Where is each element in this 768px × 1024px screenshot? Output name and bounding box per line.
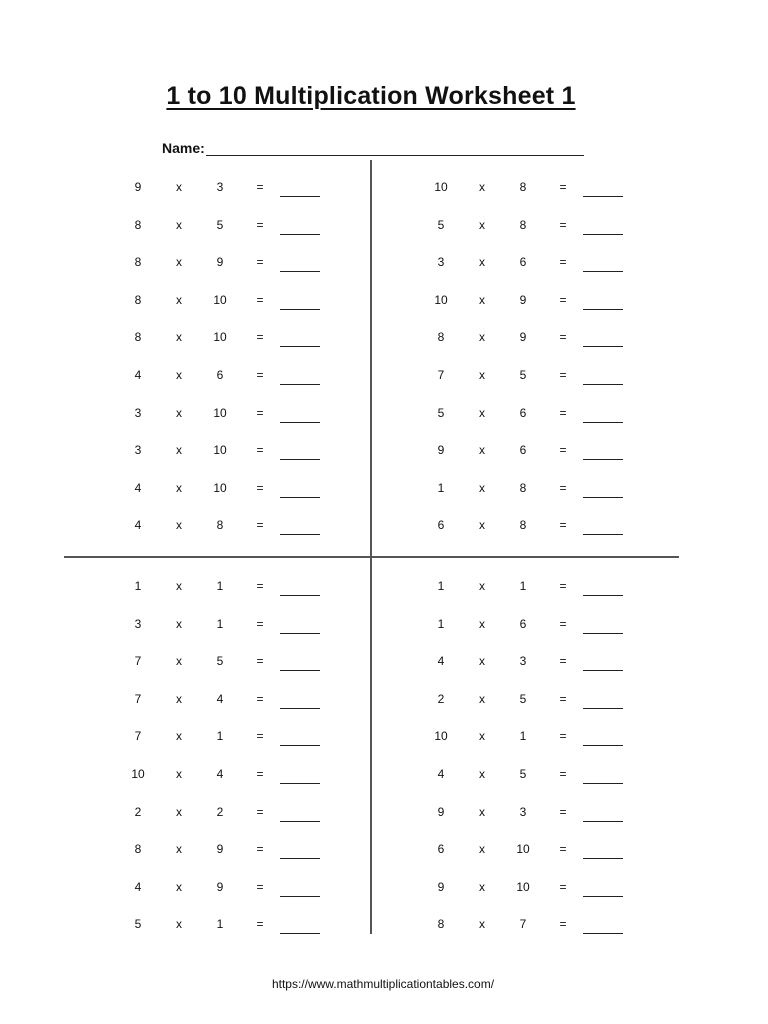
quadrant-bottom-right bbox=[421, 567, 641, 943]
problem-row bbox=[421, 506, 641, 544]
answer-blank[interactable] bbox=[583, 196, 623, 197]
factor-a: 2 bbox=[437, 691, 445, 706]
times-sign: x bbox=[479, 579, 485, 593]
equals-sign: = bbox=[559, 518, 567, 533]
answer-blank[interactable] bbox=[280, 708, 320, 709]
equals-sign: = bbox=[256, 729, 264, 744]
factor-a: 8 bbox=[437, 917, 445, 932]
vertical-divider bbox=[370, 160, 372, 934]
factor-b: 6 bbox=[519, 443, 527, 458]
problem-row bbox=[421, 905, 641, 943]
problem-row bbox=[118, 431, 338, 469]
factor-a: 8 bbox=[134, 217, 142, 232]
problem-row bbox=[118, 281, 338, 319]
equals-sign: = bbox=[559, 443, 567, 458]
times-sign: x bbox=[479, 654, 485, 669]
factor-b: 9 bbox=[519, 292, 527, 307]
answer-blank[interactable] bbox=[583, 708, 623, 709]
factor-a: 4 bbox=[134, 879, 142, 894]
equals-sign: = bbox=[559, 480, 567, 495]
quadrant-bottom-left bbox=[118, 567, 338, 943]
factor-b: 6 bbox=[519, 616, 527, 631]
answer-blank[interactable] bbox=[280, 234, 320, 235]
factor-a: 6 bbox=[437, 842, 445, 857]
equals-sign: = bbox=[256, 842, 264, 857]
times-sign: x bbox=[176, 879, 182, 894]
factor-b: 9 bbox=[216, 879, 224, 894]
problem-row bbox=[421, 567, 641, 605]
answer-blank[interactable] bbox=[280, 422, 320, 423]
problem-row bbox=[118, 318, 338, 356]
answer-blank[interactable] bbox=[583, 858, 623, 859]
times-sign: x bbox=[176, 616, 182, 631]
times-sign: x bbox=[176, 367, 182, 382]
times-sign: x bbox=[479, 518, 485, 533]
problem-row bbox=[421, 717, 641, 755]
answer-blank[interactable] bbox=[583, 633, 623, 634]
factor-b: 1 bbox=[519, 579, 527, 593]
equals-sign: = bbox=[256, 579, 264, 593]
factor-a: 1 bbox=[437, 579, 445, 593]
times-sign: x bbox=[479, 330, 485, 345]
horizontal-divider bbox=[64, 556, 679, 558]
times-sign: x bbox=[479, 842, 485, 857]
answer-blank[interactable] bbox=[280, 309, 320, 310]
equals-sign: = bbox=[559, 879, 567, 894]
factor-a: 4 bbox=[437, 766, 445, 781]
times-sign: x bbox=[479, 443, 485, 458]
problem-row bbox=[118, 755, 338, 793]
quadrant-top-right bbox=[421, 168, 641, 544]
equals-sign: = bbox=[559, 804, 567, 819]
times-sign: x bbox=[479, 367, 485, 382]
problem-row bbox=[118, 642, 338, 680]
equals-sign: = bbox=[559, 766, 567, 781]
factor-b: 8 bbox=[519, 217, 527, 232]
equals-sign: = bbox=[559, 917, 567, 932]
times-sign: x bbox=[479, 292, 485, 307]
equals-sign: = bbox=[559, 255, 567, 270]
equals-sign: = bbox=[559, 292, 567, 307]
answer-blank[interactable] bbox=[280, 745, 320, 746]
factor-a: 9 bbox=[437, 443, 445, 458]
answer-blank[interactable] bbox=[280, 821, 320, 822]
factor-b: 1 bbox=[216, 729, 224, 744]
equals-sign: = bbox=[256, 180, 264, 194]
problem-row bbox=[118, 506, 338, 544]
times-sign: x bbox=[176, 579, 182, 593]
times-sign: x bbox=[176, 729, 182, 744]
factor-b: 1 bbox=[519, 729, 527, 744]
problem-row bbox=[421, 868, 641, 906]
factor-a: 9 bbox=[437, 804, 445, 819]
times-sign: x bbox=[479, 480, 485, 495]
times-sign: x bbox=[479, 691, 485, 706]
problem-row bbox=[421, 680, 641, 718]
factor-b: 8 bbox=[216, 518, 224, 533]
answer-blank[interactable] bbox=[583, 422, 623, 423]
equals-sign: = bbox=[559, 729, 567, 744]
factor-a: 3 bbox=[134, 616, 142, 631]
factor-b: 9 bbox=[216, 842, 224, 857]
factor-b: 8 bbox=[519, 480, 527, 495]
times-sign: x bbox=[176, 292, 182, 307]
factor-a: 2 bbox=[134, 804, 142, 819]
answer-blank[interactable] bbox=[280, 384, 320, 385]
equals-sign: = bbox=[559, 405, 567, 420]
answer-blank[interactable] bbox=[583, 234, 623, 235]
factor-b: 1 bbox=[216, 579, 224, 593]
times-sign: x bbox=[176, 443, 182, 458]
problem-row bbox=[421, 243, 641, 281]
answer-blank[interactable] bbox=[583, 670, 623, 671]
answer-blank[interactable] bbox=[583, 384, 623, 385]
times-sign: x bbox=[176, 480, 182, 495]
answer-blank[interactable] bbox=[280, 346, 320, 347]
problem-row bbox=[421, 793, 641, 831]
answer-blank[interactable] bbox=[583, 309, 623, 310]
factor-b: 5 bbox=[216, 654, 224, 669]
problem-row bbox=[118, 356, 338, 394]
factor-a: 5 bbox=[437, 217, 445, 232]
factor-b: 2 bbox=[216, 804, 224, 819]
problem-row bbox=[421, 318, 641, 356]
problem-row bbox=[118, 567, 338, 605]
times-sign: x bbox=[479, 879, 485, 894]
problem-row bbox=[118, 394, 338, 432]
factor-b: 6 bbox=[519, 405, 527, 420]
factor-b: 6 bbox=[216, 367, 224, 382]
times-sign: x bbox=[479, 729, 485, 744]
name-field[interactable] bbox=[162, 140, 584, 158]
times-sign: x bbox=[479, 255, 485, 270]
factor-b: 5 bbox=[519, 367, 527, 382]
factor-a: 7 bbox=[134, 654, 142, 669]
equals-sign: = bbox=[256, 217, 264, 232]
problem-row bbox=[421, 642, 641, 680]
factor-a: 8 bbox=[134, 292, 142, 307]
problem-row bbox=[421, 830, 641, 868]
times-sign: x bbox=[479, 917, 485, 932]
problem-row bbox=[118, 243, 338, 281]
answer-blank[interactable] bbox=[583, 595, 623, 596]
factor-b: 4 bbox=[216, 766, 224, 781]
factor-a: 1 bbox=[437, 616, 445, 631]
answer-blank[interactable] bbox=[583, 783, 623, 784]
equals-sign: = bbox=[256, 330, 264, 345]
factor-b: 3 bbox=[216, 180, 224, 194]
factor-a: 9 bbox=[437, 879, 445, 894]
problem-row bbox=[421, 168, 641, 206]
equals-sign: = bbox=[256, 766, 264, 781]
answer-blank[interactable] bbox=[280, 633, 320, 634]
equals-sign: = bbox=[256, 616, 264, 631]
factor-a: 7 bbox=[134, 729, 142, 744]
factor-b: 3 bbox=[519, 804, 527, 819]
factor-b: 8 bbox=[519, 180, 527, 194]
answer-blank[interactable] bbox=[583, 745, 623, 746]
equals-sign: = bbox=[559, 842, 567, 857]
problem-row bbox=[421, 469, 641, 507]
times-sign: x bbox=[176, 518, 182, 533]
problem-row bbox=[421, 431, 641, 469]
factor-a: 4 bbox=[134, 518, 142, 533]
times-sign: x bbox=[176, 766, 182, 781]
equals-sign: = bbox=[559, 654, 567, 669]
factor-a: 8 bbox=[437, 330, 445, 345]
footer-url: https://www.mathmultiplicationtables.com/ bbox=[271, 977, 495, 991]
factor-b: 9 bbox=[216, 255, 224, 270]
problem-row bbox=[118, 905, 338, 943]
times-sign: x bbox=[176, 804, 182, 819]
problem-row bbox=[421, 605, 641, 643]
answer-blank[interactable] bbox=[583, 497, 623, 498]
answer-blank[interactable] bbox=[583, 821, 623, 822]
problem-row bbox=[421, 356, 641, 394]
factor-b: 10 bbox=[213, 330, 227, 345]
factor-b: 10 bbox=[516, 842, 530, 857]
problem-row bbox=[118, 868, 338, 906]
factor-a: 8 bbox=[134, 842, 142, 857]
factor-a: 8 bbox=[134, 330, 142, 345]
factor-b: 10 bbox=[213, 405, 227, 420]
answer-blank[interactable] bbox=[583, 534, 623, 535]
equals-sign: = bbox=[256, 367, 264, 382]
factor-a: 3 bbox=[437, 255, 445, 270]
factor-b: 1 bbox=[216, 917, 224, 932]
factor-a: 3 bbox=[134, 443, 142, 458]
factor-b: 10 bbox=[213, 480, 227, 495]
answer-blank[interactable] bbox=[280, 933, 320, 934]
equals-sign: = bbox=[256, 443, 264, 458]
equals-sign: = bbox=[559, 367, 567, 382]
times-sign: x bbox=[176, 217, 182, 232]
answer-blank[interactable] bbox=[583, 459, 623, 460]
answer-blank[interactable] bbox=[280, 459, 320, 460]
factor-a: 10 bbox=[434, 729, 448, 744]
equals-sign: = bbox=[256, 255, 264, 270]
name-label: Name: bbox=[162, 140, 205, 156]
equals-sign: = bbox=[256, 292, 264, 307]
answer-blank[interactable] bbox=[280, 271, 320, 272]
times-sign: x bbox=[479, 766, 485, 781]
problem-row bbox=[118, 168, 338, 206]
answer-blank[interactable] bbox=[280, 497, 320, 498]
equals-sign: = bbox=[559, 180, 567, 194]
problem-row bbox=[118, 830, 338, 868]
equals-sign: = bbox=[256, 804, 264, 819]
times-sign: x bbox=[176, 654, 182, 669]
factor-b: 5 bbox=[216, 217, 224, 232]
equals-sign: = bbox=[256, 480, 264, 495]
answer-blank[interactable] bbox=[583, 896, 623, 897]
equals-sign: = bbox=[559, 217, 567, 232]
factor-a: 10 bbox=[131, 766, 145, 781]
factor-a: 4 bbox=[134, 480, 142, 495]
times-sign: x bbox=[176, 255, 182, 270]
problem-row bbox=[118, 605, 338, 643]
factor-b: 8 bbox=[519, 518, 527, 533]
problem-row bbox=[118, 206, 338, 244]
equals-sign: = bbox=[256, 917, 264, 932]
answer-blank[interactable] bbox=[280, 783, 320, 784]
answer-blank[interactable] bbox=[280, 858, 320, 859]
factor-a: 5 bbox=[437, 405, 445, 420]
factor-a: 7 bbox=[134, 691, 142, 706]
times-sign: x bbox=[176, 691, 182, 706]
times-sign: x bbox=[479, 217, 485, 232]
times-sign: x bbox=[176, 842, 182, 857]
times-sign: x bbox=[479, 804, 485, 819]
factor-a: 7 bbox=[437, 367, 445, 382]
times-sign: x bbox=[479, 180, 485, 194]
factor-a: 1 bbox=[437, 480, 445, 495]
problem-row bbox=[421, 206, 641, 244]
factor-a: 1 bbox=[134, 579, 142, 593]
factor-a: 4 bbox=[437, 654, 445, 669]
answer-blank[interactable] bbox=[280, 196, 320, 197]
answer-blank[interactable] bbox=[280, 595, 320, 596]
factor-a: 10 bbox=[434, 180, 448, 194]
factor-b: 5 bbox=[519, 691, 527, 706]
equals-sign: = bbox=[559, 691, 567, 706]
factor-b: 3 bbox=[519, 654, 527, 669]
factor-b: 10 bbox=[516, 879, 530, 894]
times-sign: x bbox=[479, 616, 485, 631]
problem-row bbox=[118, 469, 338, 507]
answer-blank[interactable] bbox=[583, 346, 623, 347]
equals-sign: = bbox=[559, 616, 567, 631]
times-sign: x bbox=[176, 917, 182, 932]
name-underline[interactable] bbox=[206, 155, 584, 156]
times-sign: x bbox=[176, 330, 182, 345]
answer-blank[interactable] bbox=[280, 896, 320, 897]
times-sign: x bbox=[176, 180, 182, 194]
factor-a: 9 bbox=[134, 180, 142, 194]
equals-sign: = bbox=[256, 654, 264, 669]
worksheet-title: 1 to 10 Multiplication Worksheet 1 bbox=[166, 82, 576, 110]
factor-a: 8 bbox=[134, 255, 142, 270]
factor-b: 5 bbox=[519, 766, 527, 781]
equals-sign: = bbox=[256, 691, 264, 706]
times-sign: x bbox=[479, 405, 485, 420]
problem-row bbox=[118, 680, 338, 718]
factor-b: 4 bbox=[216, 691, 224, 706]
factor-a: 4 bbox=[134, 367, 142, 382]
answer-blank[interactable] bbox=[280, 534, 320, 535]
factor-b: 9 bbox=[519, 330, 527, 345]
factor-a: 10 bbox=[434, 292, 448, 307]
quadrant-top-left bbox=[118, 168, 338, 544]
answer-blank[interactable] bbox=[280, 670, 320, 671]
factor-a: 3 bbox=[134, 405, 142, 420]
problem-row bbox=[421, 394, 641, 432]
factor-b: 7 bbox=[519, 917, 527, 932]
times-sign: x bbox=[176, 405, 182, 420]
equals-sign: = bbox=[559, 330, 567, 345]
answer-blank[interactable] bbox=[583, 933, 623, 934]
factor-b: 10 bbox=[213, 443, 227, 458]
equals-sign: = bbox=[256, 518, 264, 533]
problem-row bbox=[421, 755, 641, 793]
answer-blank[interactable] bbox=[583, 271, 623, 272]
equals-sign: = bbox=[559, 579, 567, 593]
problem-row bbox=[118, 793, 338, 831]
equals-sign: = bbox=[256, 879, 264, 894]
problem-row bbox=[421, 281, 641, 319]
factor-a: 6 bbox=[437, 518, 445, 533]
problem-row bbox=[118, 717, 338, 755]
factor-a: 5 bbox=[134, 917, 142, 932]
equals-sign: = bbox=[256, 405, 264, 420]
factor-b: 6 bbox=[519, 255, 527, 270]
factor-b: 1 bbox=[216, 616, 224, 631]
factor-b: 10 bbox=[213, 292, 227, 307]
